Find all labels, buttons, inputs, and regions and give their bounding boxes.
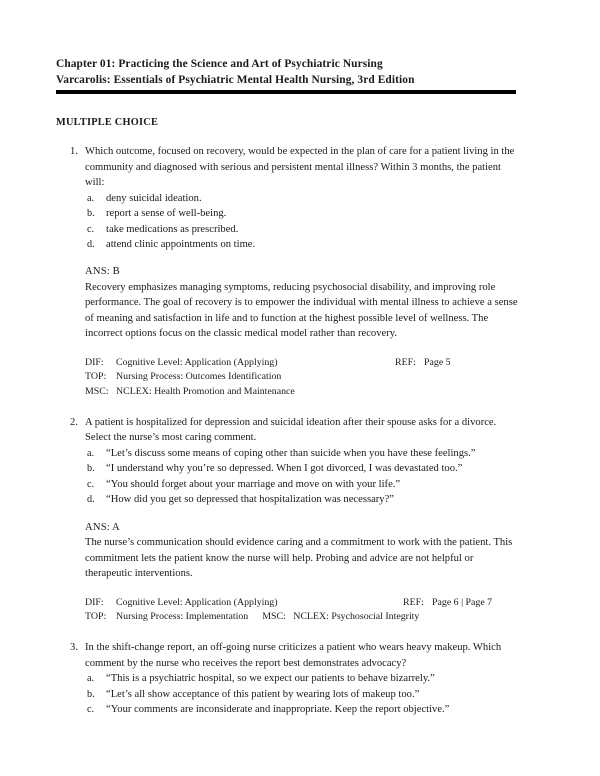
options-list <box>85 446 518 508</box>
metadata-dif-row <box>85 596 518 610</box>
metadata-dif-key: DIF: <box>85 356 104 368</box>
option-item[interactable] <box>85 461 518 476</box>
option-letter: c. <box>87 223 95 235</box>
question-stem: In the shift-change report, an off-going nurse criticizes a patient who wears heavy makeup. Which comment by the nurse who receives the report best demonstrates advocacy? <box>85 642 502 669</box>
question-number: 2. <box>70 416 78 428</box>
answer-block <box>85 520 518 582</box>
metadata-msc-value: NCLEX: Psychosocial Integrity <box>293 610 420 622</box>
option-item[interactable] <box>85 671 518 686</box>
option-item[interactable] <box>85 687 518 702</box>
metadata-ref-value: Page 6 | Page 7 <box>432 596 493 608</box>
metadata-dif-value: Cognitive Level: Application (Applying) <box>116 356 278 368</box>
option-text: “How did you get so depressed that hospitalization was necessary?” <box>106 494 395 506</box>
options-list <box>85 671 518 717</box>
question-body <box>85 640 518 717</box>
question-row <box>56 640 518 717</box>
question-body <box>85 144 518 399</box>
option-letter: a. <box>87 447 95 459</box>
option-text: attend clinic appointments on time. <box>106 239 256 250</box>
option-letter: c. <box>87 478 95 490</box>
option-text: “I understand why you’re so depressed. When I got divorced, I was devastated too.” <box>106 463 463 475</box>
option-item[interactable] <box>85 222 518 237</box>
question-number: 1. <box>70 146 78 157</box>
answer-label: ANS: <box>85 521 110 533</box>
metadata-dif-key: DIF: <box>85 596 104 608</box>
option-letter: a. <box>87 673 95 685</box>
answer-block <box>85 264 518 342</box>
answer-rationale: Recovery emphasizes managing symptoms, reducing psychosocial disability, and improving role performance. The goal of recovery is to empower the individual with mental illness to achieve a sense of meaning and satisfaction in life and to function at the highest possible level of wellness. The incorrect options focus on the classic medical model rather than recovery. <box>85 281 518 340</box>
metadata-dif-value: Cognitive Level: Application (Applying) <box>116 596 278 608</box>
metadata-ref-key: REF: <box>403 596 424 608</box>
metadata-msc-value: NCLEX: Health Promotion and Maintenance <box>116 385 295 397</box>
option-item[interactable] <box>85 477 518 492</box>
option-item[interactable] <box>85 206 518 221</box>
option-text: report a sense of well-being. <box>106 208 227 220</box>
metadata-top-row <box>85 370 518 384</box>
document-header <box>56 57 518 88</box>
option-letter: c. <box>87 704 95 716</box>
option-item[interactable] <box>85 492 518 507</box>
option-text: “You should forget about your marriage and move on with your life.” <box>106 478 401 490</box>
option-letter: b. <box>87 688 95 700</box>
option-letter: b. <box>87 463 95 475</box>
question-block <box>56 640 518 717</box>
metadata-ref-group <box>403 596 492 610</box>
option-letter: a. <box>87 192 95 204</box>
answer-rationale: The nurse’s communication should evidence caring and a commitment to work with the patient. This commitment lets the patient know the nurse will help. Probing and advice are not helpful or therapeutic interventions. <box>85 537 513 580</box>
page-content <box>56 57 518 718</box>
question-row <box>56 415 518 624</box>
option-item[interactable] <box>85 446 518 461</box>
option-letter: d. <box>87 239 95 250</box>
header-book-line: Varcarolis: Essentials of Psychiatric Mental Health Nursing, 3rd Edition <box>56 73 415 86</box>
answer-line <box>85 520 518 536</box>
question-metadata <box>85 356 518 399</box>
question-number: 3. <box>70 642 78 654</box>
option-item[interactable] <box>85 237 518 252</box>
metadata-ref-group <box>395 356 451 370</box>
option-item[interactable] <box>85 191 518 206</box>
option-letter: b. <box>87 208 95 220</box>
metadata-dif-row <box>85 356 518 370</box>
metadata-msc-key: MSC: <box>85 385 109 397</box>
section-title: MULTIPLE CHOICE <box>56 117 159 128</box>
metadata-ref-value: Page 5 <box>424 356 451 368</box>
metadata-top-msc-row <box>85 610 518 624</box>
answer-line <box>85 264 518 280</box>
option-text: “Let’s discuss some means of coping other than suicide when you have these feelings.” <box>106 447 476 459</box>
option-text: deny suicidal ideation. <box>106 192 202 204</box>
metadata-msc-key: MSC: <box>262 610 286 622</box>
metadata-top-key: TOP: <box>85 371 107 383</box>
header-chapter-line: Chapter 01: Practicing the Science and Art of Psychiatric Nursing <box>56 58 383 70</box>
option-letter: d. <box>87 494 95 506</box>
metadata-top-key: TOP: <box>85 610 107 622</box>
answer-value: A <box>112 521 120 533</box>
question-stem: A patient is hospitalized for depression and suicidal ideation after their spouse asks for a divorce. Select the nurse’s most caring comment. <box>85 416 497 444</box>
option-text: “This is a psychiatric hospital, so we expect our patients to behave bizarrely.” <box>106 673 435 685</box>
header-divider-rule <box>56 90 516 94</box>
options-list <box>85 191 518 253</box>
question-body <box>85 415 518 624</box>
option-text: “Let’s all show acceptance of this patient by wearing lots of makeup too.” <box>106 688 420 700</box>
metadata-top-value: Nursing Process: Implementation <box>116 610 249 622</box>
question-block <box>56 415 518 624</box>
option-text: take medications as prescribed. <box>106 223 239 235</box>
metadata-ref-key: REF: <box>395 356 416 368</box>
answer-label: ANS: <box>85 266 110 278</box>
question-stem: Which outcome, focused on recovery, would be expected in the plan of care for a patient living in the community and diagnosed with serious and persistent mental illness? Within 3 months, the patient will: <box>85 146 515 189</box>
option-item[interactable] <box>85 702 518 717</box>
question-row <box>56 144 518 399</box>
answer-value: B <box>112 266 120 278</box>
metadata-top-value: Nursing Process: Outcomes Identification <box>116 371 282 383</box>
option-text: “Your comments are inconsiderate and inappropriate. Keep the report objective.” <box>106 704 450 716</box>
metadata-msc-row <box>85 385 518 399</box>
question-block <box>56 144 518 399</box>
question-metadata <box>85 596 518 625</box>
